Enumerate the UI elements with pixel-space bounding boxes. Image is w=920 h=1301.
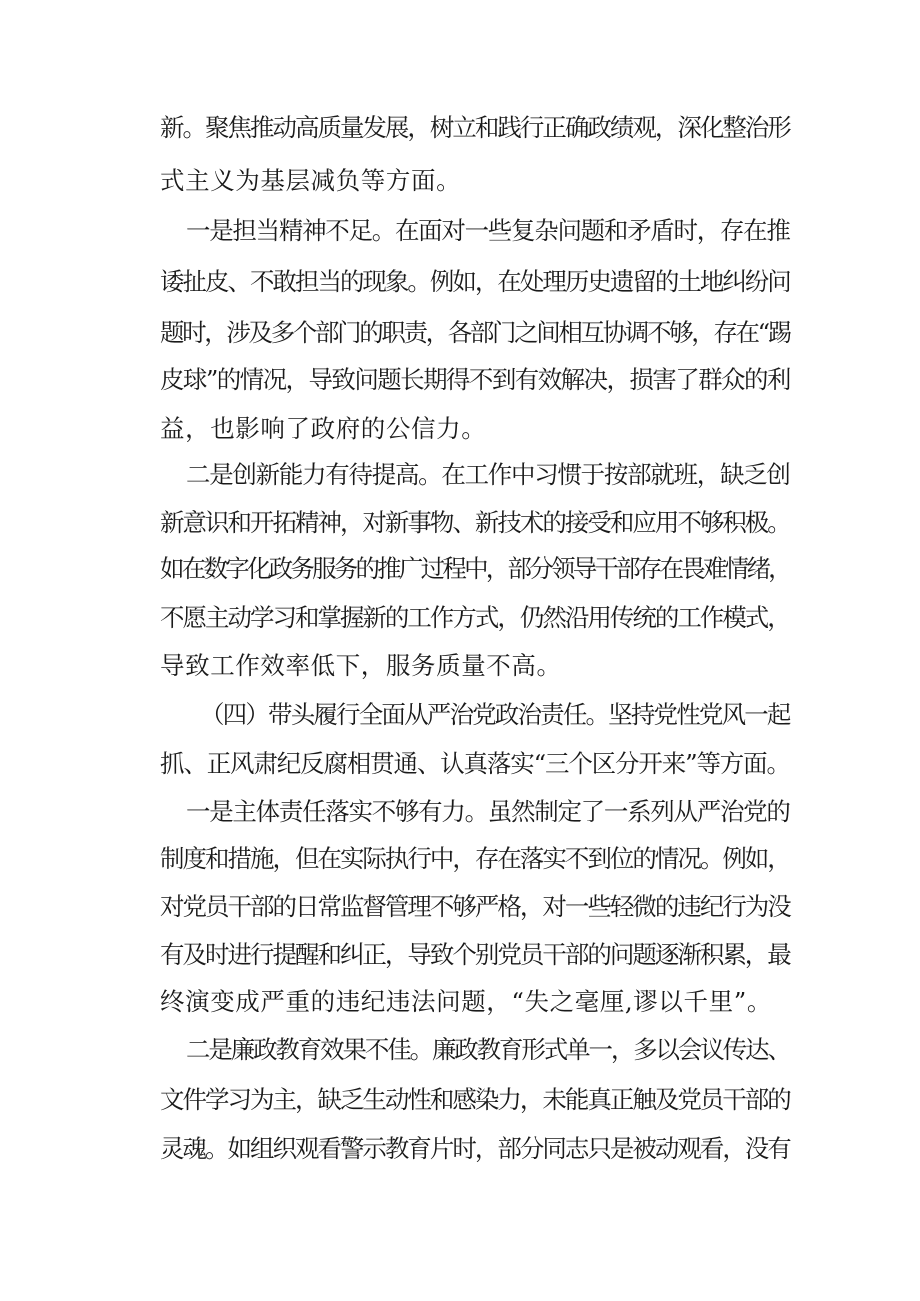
text-line-6: 皮球”的情况，导致问题长期得不到有效解决，损害了群众的利 xyxy=(160,365,790,394)
text-line-9: 新意识和开拓精神，对新事物、新技术的接受和应用不够积极。 xyxy=(160,508,790,537)
text-line-10: 如在数字化政务服务的推广过程中，部分领导干部存在畏难情绪， xyxy=(160,554,790,583)
text-line-18: 有及时进行提醒和纠正，导致个别党员干部的问题逐渐积累，最 xyxy=(160,940,790,969)
text-line-12: 导致工作效率低下，服务质量不高。 xyxy=(160,651,562,680)
text-line-17: 对党员干部的日常监督管理不够严格，对一些轻微的违纪行为没 xyxy=(160,892,790,921)
text-line-16: 制度和措施，但在实际执行中，存在落实不到位的情况。例如， xyxy=(160,844,790,873)
text-line-22: 灵魂。如组织观看警示教育片时，部分同志只是被动观看，没有 xyxy=(160,1134,790,1163)
text-line-21: 文件学习为主，缺乏生动性和感染力，未能真正触及党员干部的 xyxy=(160,1085,790,1114)
text-line-1: 新。聚焦推动高质量发展，树立和践行正确政绩观，深化整治形 xyxy=(160,113,790,142)
text-line-20: 二是廉政教育效果不佳。廉政教育形式单一，多以会议传达、 xyxy=(186,1035,790,1064)
text-line-11: 不愿主动学习和掌握新的工作方式，仍然沿用传统的工作模式， xyxy=(160,603,790,632)
section-heading-line-2: 抓、正风肃纪反腐相贯通、认真落实“三个区分开来”等方面。 xyxy=(160,749,790,778)
text-line-3: 一是担当精神不足。在面对一些复杂问题和矛盾时，存在推 xyxy=(186,216,790,245)
text-line-4: 诿扯皮、不敢担当的现象。例如，在处理历史遗留的土地纠纷问 xyxy=(160,267,790,296)
text-line-15: 一是主体责任落实不够有力。虽然制定了一系列从严治党的 xyxy=(186,797,790,826)
section-heading-line-1: （四）带头履行全面从严治党政治责任。坚持党性党风一起 xyxy=(200,700,790,729)
text-line-2: 式主义为基层减负等方面。 xyxy=(160,166,462,195)
text-line-8: 二是创新能力有待提高。在工作中习惯于按部就班，缺乏创 xyxy=(186,460,790,489)
text-line-7: 益，也影响了政府的公信力。 xyxy=(160,414,487,443)
text-line-5: 题时，涉及多个部门的职责，各部门之间相互协调不够，存在“踢 xyxy=(160,318,790,347)
text-line-19: 终演变成严重的违纪违法问题，“失之毫厘,谬以千里”。 xyxy=(160,987,772,1016)
